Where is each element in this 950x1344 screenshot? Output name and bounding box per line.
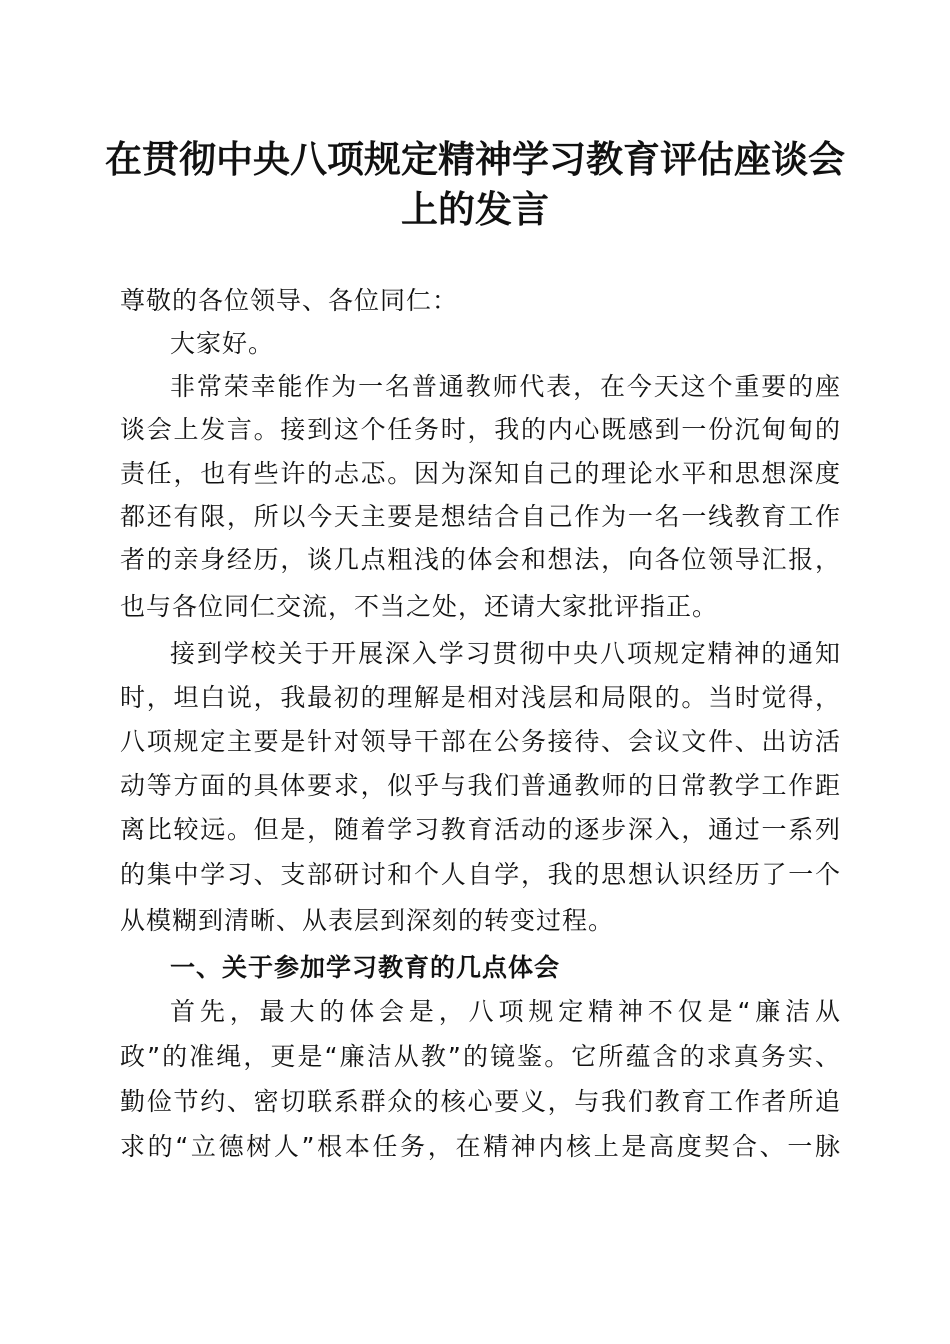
body-line: 八项规定主要是针对领导干部在公务接待、会议文件、出访活 [120, 727, 840, 756]
salutation: 尊敬的各位领导、各位同仁： [120, 286, 459, 315]
body-line: 勤俭节约、密切联系群众的核心要义，与我们教育工作者所追 [120, 1087, 840, 1116]
body-line: 离比较远。但是，随着学习教育活动的逐步深入，通过一系列 [120, 815, 840, 844]
body-line: 都还有限，所以今天主要是想结合自己作为一名一线教育工作 [120, 502, 840, 531]
document-title-line-1: 在贯彻中央八项规定精神学习教育评估座谈会 [105, 137, 845, 181]
body-line: 非常荣幸能作为一名普通教师代表，在今天这个重要的座 [170, 372, 840, 401]
body-line: 求的“立德树人”根本任务，在精神内核上是高度契合、一脉 [120, 1132, 840, 1161]
body-line: 首先，最大的体会是，八项规定精神不仅是“廉洁从 [170, 997, 840, 1026]
body-line: 政”的准绳，更是“廉洁从教”的镜鉴。它所蕴含的求真务实、 [120, 1042, 840, 1071]
body-line: 接到学校关于开展深入学习贯彻中央八项规定精神的通知 [170, 639, 840, 668]
body-line: 动等方面的具体要求，似乎与我们普通教师的日常教学工作距 [120, 771, 840, 800]
section-heading: 一、关于参加学习教育的几点体会 [170, 953, 561, 982]
body-line: 时，坦白说，我最初的理解是相对浅层和局限的。当时觉得， [120, 683, 840, 712]
body-line: 也与各位同仁交流，不当之处，还请大家批评指正。 [120, 592, 719, 621]
document-title-line-2: 上的发言 [401, 187, 549, 231]
body-line: 大家好。 [170, 329, 275, 358]
body-line: 者的亲身经历，谈几点粗浅的体会和想法，向各位领导汇报， [120, 545, 840, 574]
body-line: 责任，也有些许的忐忑。因为深知自己的理论水平和思想深度 [120, 459, 840, 488]
body-line: 谈会上发言。接到这个任务时，我的内心既感到一份沉甸甸的 [120, 415, 840, 444]
body-line: 从模糊到清晰、从表层到深刻的转变过程。 [120, 906, 615, 935]
body-line: 的集中学习、支部研讨和个人自学，我的思想认识经历了一个 [120, 860, 840, 889]
